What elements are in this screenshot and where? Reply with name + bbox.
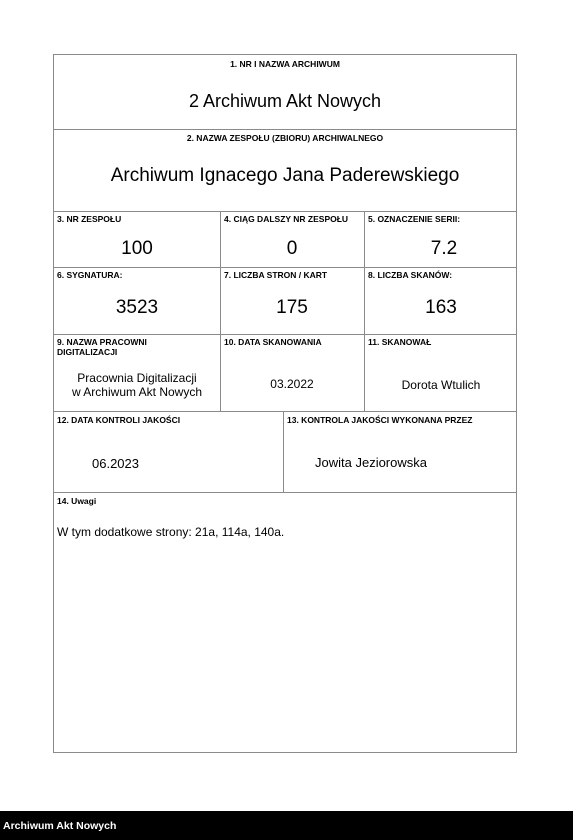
signature-label: 6. SYGNATURA: (57, 270, 123, 280)
continuation-label: 4. CIĄG DALSZY NR ZESPOŁU (224, 214, 349, 224)
scanned-by-value: Dorota Wtulich (401, 378, 481, 392)
divider (54, 211, 516, 212)
scanned-by-label: 11. SKANOWAŁ (368, 337, 432, 347)
pages-label: 7. LICZBA STRON / KART (224, 270, 328, 280)
footer-text: Archiwum Akt Nowych (3, 820, 117, 832)
divider (283, 411, 284, 492)
fonds-name-label: 2. NAZWA ZESPOŁU (ZBIORU) ARCHIWALNEGO (186, 133, 384, 143)
pages-value: 175 (276, 297, 308, 318)
divider (54, 334, 516, 335)
scans-label: 8. LICZBA SKANÓW: (368, 270, 453, 280)
scans-value: 163 (425, 297, 457, 318)
qc-date-label: 12. DATA KONTROLI JAKOŚCI (57, 415, 181, 425)
fonds-no-label: 3. NR ZESPOŁU (57, 214, 122, 224)
metadata-card (53, 54, 517, 753)
scan-date-label: 10. DATA SKANOWANIA (224, 337, 322, 347)
qc-by-value: Jowita Jeziorowska (315, 455, 427, 470)
footer-bar (0, 811, 573, 840)
fonds-name-value: Archiwum Ignacego Jana Paderewskiego (110, 165, 460, 186)
studio-value-line1: Pracownia Digitalizacji (77, 371, 197, 385)
continuation-value: 0 (286, 238, 298, 259)
archive-value: 2 Archiwum Akt Nowych (188, 91, 382, 111)
studio-value-line2: w Archiwum Akt Nowych (71, 385, 203, 399)
signature-value: 3523 (115, 297, 159, 318)
remarks-value: W tym dodatkowe strony: 21a, 114a, 140a. (57, 525, 285, 539)
archive-label: 1. NR I NAZWA ARCHIWUM (230, 59, 340, 69)
fonds-no-value: 100 (121, 238, 153, 259)
divider (54, 267, 516, 268)
studio-label-line1: 9. NAZWA PRACOWNI (57, 337, 147, 347)
series-label: 5. OZNACZENIE SERII: (368, 214, 461, 224)
series-value: 7.2 (430, 238, 458, 259)
remarks-label: 14. Uwagi (57, 496, 97, 506)
qc-by-label: 13. KONTROLA JAKOŚCI WYKONANA PRZEZ (287, 415, 473, 425)
divider (54, 492, 516, 493)
divider (54, 411, 516, 412)
qc-date-value: 06.2023 (92, 456, 139, 471)
studio-label-line2: DIGITALIZACJI (57, 347, 118, 357)
scan-date-value: 03.2022 (270, 377, 314, 391)
divider (54, 129, 516, 130)
